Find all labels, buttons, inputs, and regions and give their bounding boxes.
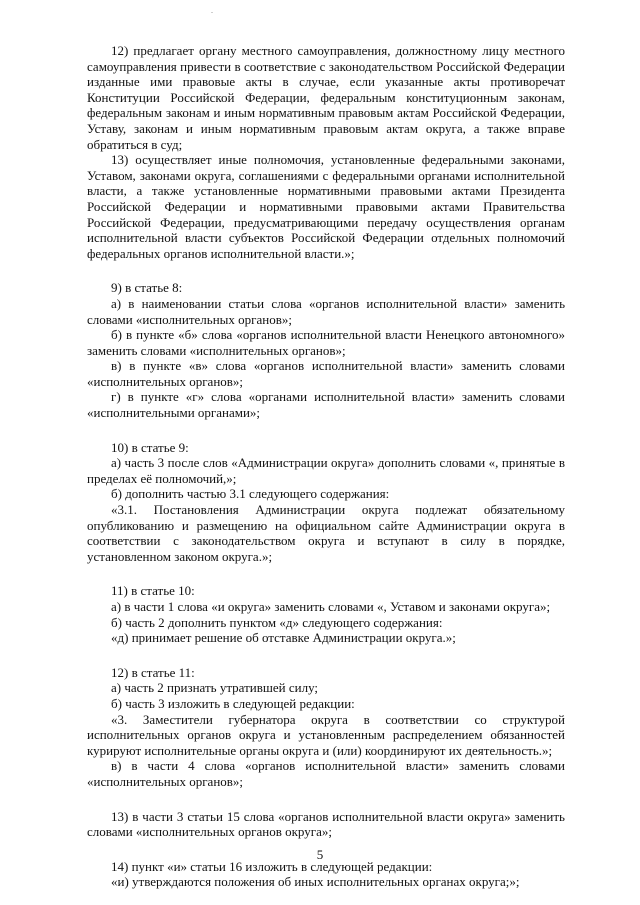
paragraph-heading-13: 13) в части 3 статьи 15 слова «органов исполнительной власти округа» заменить словами «исполнительных органов округа»; — [87, 808, 565, 840]
section-amendment-13 — [87, 809, 565, 840]
section-amendment-10 — [87, 440, 565, 565]
paragraph-9g: г) в пункте «г» слова «органами исполнительной власти» заменить словами «исполнительными органами»; — [87, 389, 565, 421]
paragraph-9b: б) в пункте «б» слова «органов исполнительной власти Ненецкого автономного» заменить словами «исполнительных органов»; — [87, 327, 565, 358]
spacer — [87, 261, 565, 280]
paragraph-item-13: 13) осуществляет иные полномочия, установленные федеральными законами, Уставом, законами округа, соглашениями с федеральными органами исполнительной власти, а также установленные нормативными правовыми актами Президента Российской Федерации и нормативными правовыми актами Правительства Российской Федерации, предусматривающими передачу осуществления органам исполнительной власти субъектов Российской Федерации отдельных полномочий федеральных органов исполнительной власти.»; — [87, 152, 565, 261]
paragraph-12v: в) в части 4 слова «органов исполнительной власти» заменить словами «исполнительных органов»; — [87, 758, 565, 789]
section-governor-powers-end — [87, 43, 565, 261]
section-amendment-11 — [87, 583, 565, 645]
scan-speck — [211, 12, 213, 13]
paragraph-12-quote: «3. Заместители губернатора округа в соответствии со структурой исполнительных органов округа и установленным распределением обязанностей курируют исполнительные органы округа и (или) координируют их деятельность.»; — [87, 711, 565, 758]
document-body — [87, 43, 565, 890]
paragraph-heading-9: 9) в статье 8: — [111, 280, 183, 296]
paragraph-14-quote: «и) утверждаются положения об иных исполнительных органах округа;»; — [111, 874, 520, 890]
page-number: 5 — [316, 847, 324, 862]
paragraph-heading-14: 14) пункт «и» статьи 16 изложить в следующей редакции: — [111, 858, 433, 874]
paragraph-9v: в) в пункте «в» слова «органов исполнительной власти» заменить словами «исполнительных органов»; — [87, 358, 565, 389]
paragraph-heading-12: 12) в статье 11: — [111, 664, 195, 680]
paragraph-item-12: 12) предлагает органу местного самоуправления, должностному лицу местного самоуправления привести в соответствие с законодательством Российской Федерации изданные ими правовые акты в случае, если указанные акты противоречат Конституции Российской Федерации, федеральным конституционным законам, федеральным законам и иным нормативным правовым актам Российской Федерации, Уставу, законам и иным нормативным правовым актам округа, а также вправе обратиться в суд; — [87, 43, 565, 152]
spacer — [87, 421, 565, 440]
paragraph-10b: б) дополнить частью 3.1 следующего содержания: — [111, 486, 390, 502]
paragraph-9a: а) в наименовании статьи слова «органов исполнительной власти» заменить словами «исполнительных органов»; — [87, 295, 565, 327]
spacer — [87, 790, 565, 809]
section-amendment-12 — [87, 665, 565, 790]
paragraph-11b: б) часть 2 дополнить пунктом «д» следующего содержания: — [111, 614, 443, 630]
spacer — [87, 646, 565, 665]
paragraph-11a: а) в части 1 слова «и округа» заменить словами «, Уставом и законами округа»; — [111, 599, 551, 614]
paragraph-12b: б) часть 3 изложить в следующей редакции: — [111, 695, 355, 711]
paragraph-11-quote: «д) принимает решение об отставке Администрации округа.»; — [111, 630, 456, 646]
paragraph-heading-10: 10) в статье 9: — [111, 439, 189, 455]
section-amendment-9 — [87, 280, 565, 420]
section-amendment-14 — [87, 859, 565, 890]
paragraph-12a: а) часть 2 признать утратившей силу; — [111, 680, 319, 696]
paragraph-10a: а) часть 3 после слов «Администрации округа» дополнить словами «, принятые в пределах её полномочий,»; — [87, 455, 565, 486]
spacer — [87, 564, 565, 583]
paragraph-heading-11: 11) в статье 10: — [111, 583, 195, 599]
paragraph-10-quote: «3.1. Постановления Администрации округа подлежат обязательному опубликованию и размещению на официальном сайте Администрации округа в соответствии с законодательством округа и вступают в силу в порядке, установленном законом округа.»; — [87, 502, 565, 564]
